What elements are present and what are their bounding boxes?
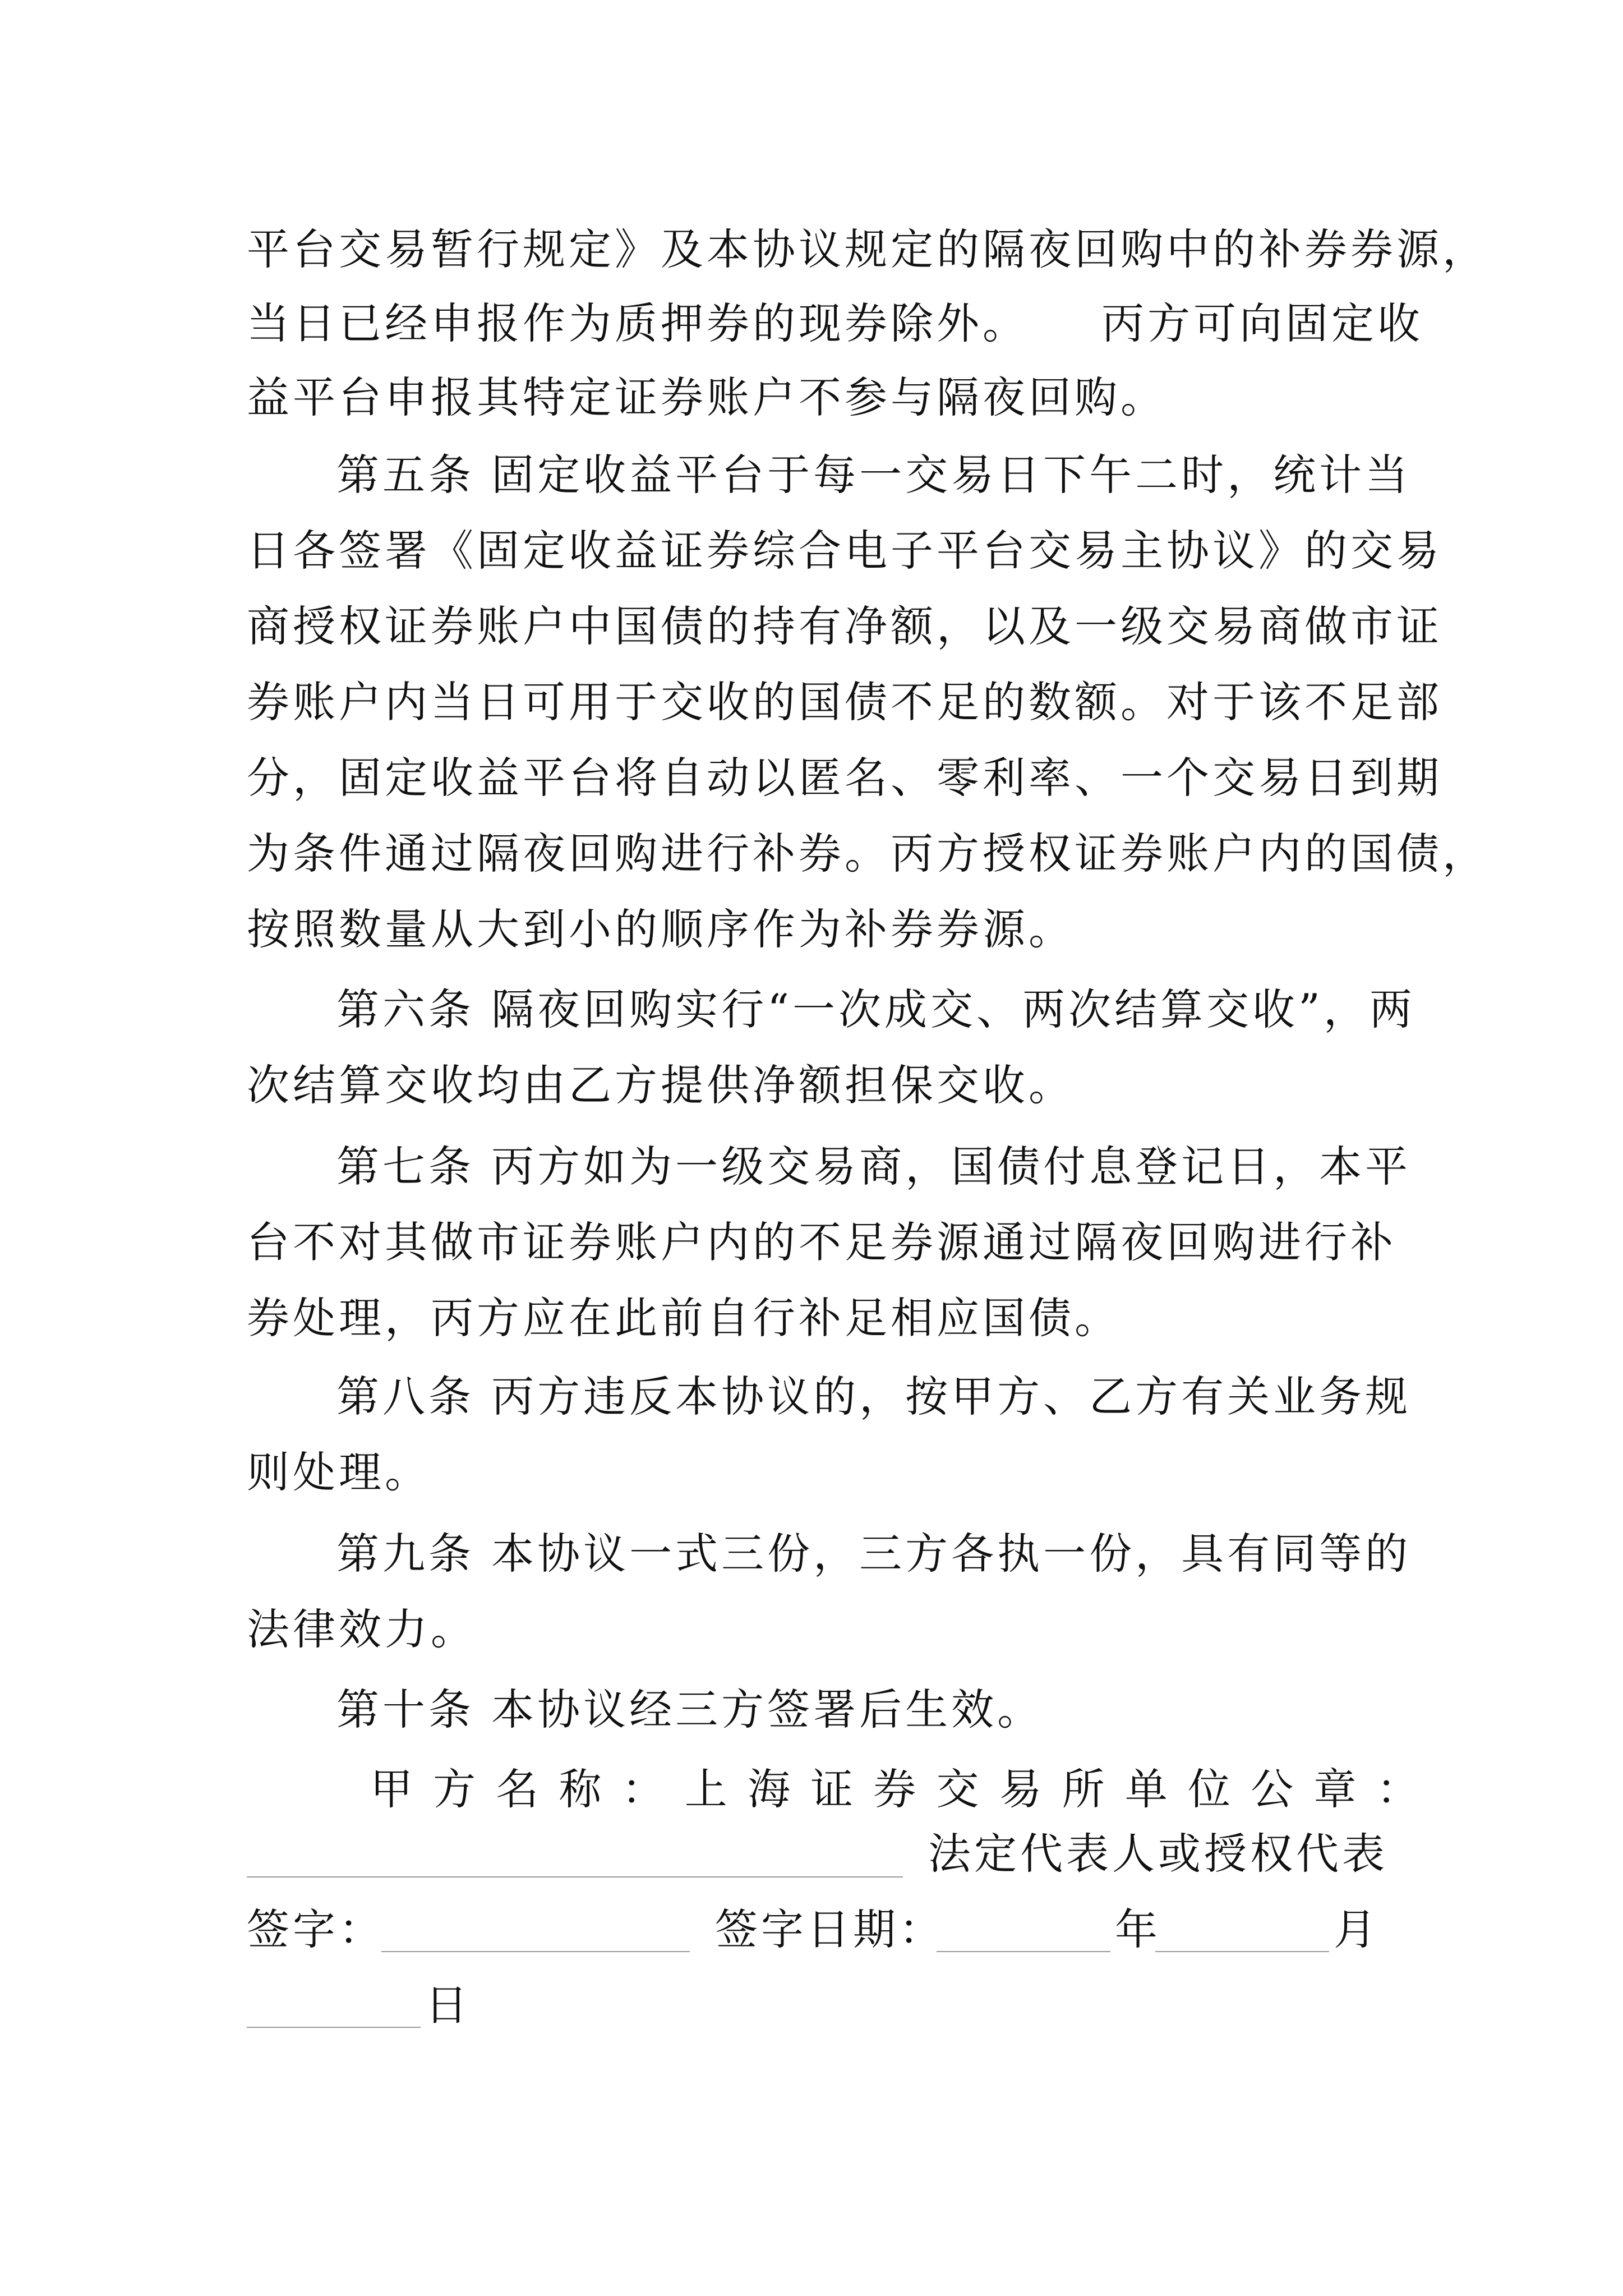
paragraph-line xyxy=(247,296,1423,352)
article-6-heading-line: 第六条 隔夜回购实行“一次成交、两次结算交收”，两 xyxy=(336,984,1415,1034)
day-blank-line xyxy=(247,2027,421,2028)
paragraph-text: 丙方可向固定收 xyxy=(1101,298,1423,348)
signature-blank-line xyxy=(381,1951,690,1952)
article-8-heading-line: 第八条 丙方违反本协议的，按甲方、乙方有关业务规 xyxy=(336,1372,1412,1421)
article-7-heading-line: 第七条 丙方如为一级交易商，国债付息登记日，本平 xyxy=(336,1142,1412,1191)
paragraph-line: 券账户内当日可用于交收的国债不足的数额。对于该不足部 xyxy=(247,677,1442,727)
sign-date-label: 签字日期： xyxy=(715,1904,945,1954)
year-blank-line xyxy=(937,1951,1110,1952)
seal-blank-line xyxy=(247,1876,903,1878)
paragraph-line: 台不对其做市证券账户内的不足券源通过隔夜回购进行补 xyxy=(247,1217,1396,1267)
article-10-heading-line: 第十条 本协议经三方签署后生效。 xyxy=(336,1685,1044,1734)
paragraph-line: 则处理。 xyxy=(247,1447,431,1497)
article-9-heading-line: 第九条 本协议一式三份，三方各执一份，具有同等的 xyxy=(336,1529,1412,1579)
paragraph-line: 券处理，丙方应在此前自行补足相应国债。 xyxy=(247,1293,1121,1343)
article-5-heading-line: 第五条 固定收益平台于每一交易日下午二时，统计当 xyxy=(336,450,1412,500)
paragraph-line: 法律效力。 xyxy=(247,1604,477,1654)
paragraph-line: 商授权证券账户中国债的持有净额，以及一级交易商做市证 xyxy=(247,601,1442,651)
month-blank-line xyxy=(1155,1951,1329,1952)
sign-label: 签字： xyxy=(247,1904,385,1954)
paragraph-line: 日各签署《固定收益证券综合电子平台交易主协议》的交易 xyxy=(247,526,1442,576)
year-label: 年 xyxy=(1115,1904,1161,1954)
paragraph-line: 按照数量从大到小的顺序作为补券券源。 xyxy=(247,904,1075,954)
paragraph-line: 益平台申报其特定证券账户不参与隔夜回购。 xyxy=(247,372,1166,422)
paragraph-text: 当日已经申报作为质押券的现券除外。 xyxy=(247,298,1029,348)
paragraph-line: 次结算交收均由乙方提供净额担保交收。 xyxy=(247,1060,1075,1110)
party-a-name-and-seal: 甲 方 名 称 ： 上 海 证 券 交 易 所 单 位 公 章 ： xyxy=(370,1764,1423,1814)
representative-label: 法定代表人或授权代表 xyxy=(928,1829,1388,1879)
paragraph-line: 分，固定收益平台将自动以匿名、零利率、一个交易日到期 xyxy=(247,753,1442,803)
paragraph-line: 平台交易暂行规定》及本协议规定的隔夜回购中的补券券源， xyxy=(247,224,1488,274)
day-label: 日 xyxy=(425,1980,471,2030)
month-label: 月 xyxy=(1334,1904,1380,1954)
paragraph-line: 为条件通过隔夜回购进行补券。丙方授权证券账户内的国债， xyxy=(247,829,1488,878)
